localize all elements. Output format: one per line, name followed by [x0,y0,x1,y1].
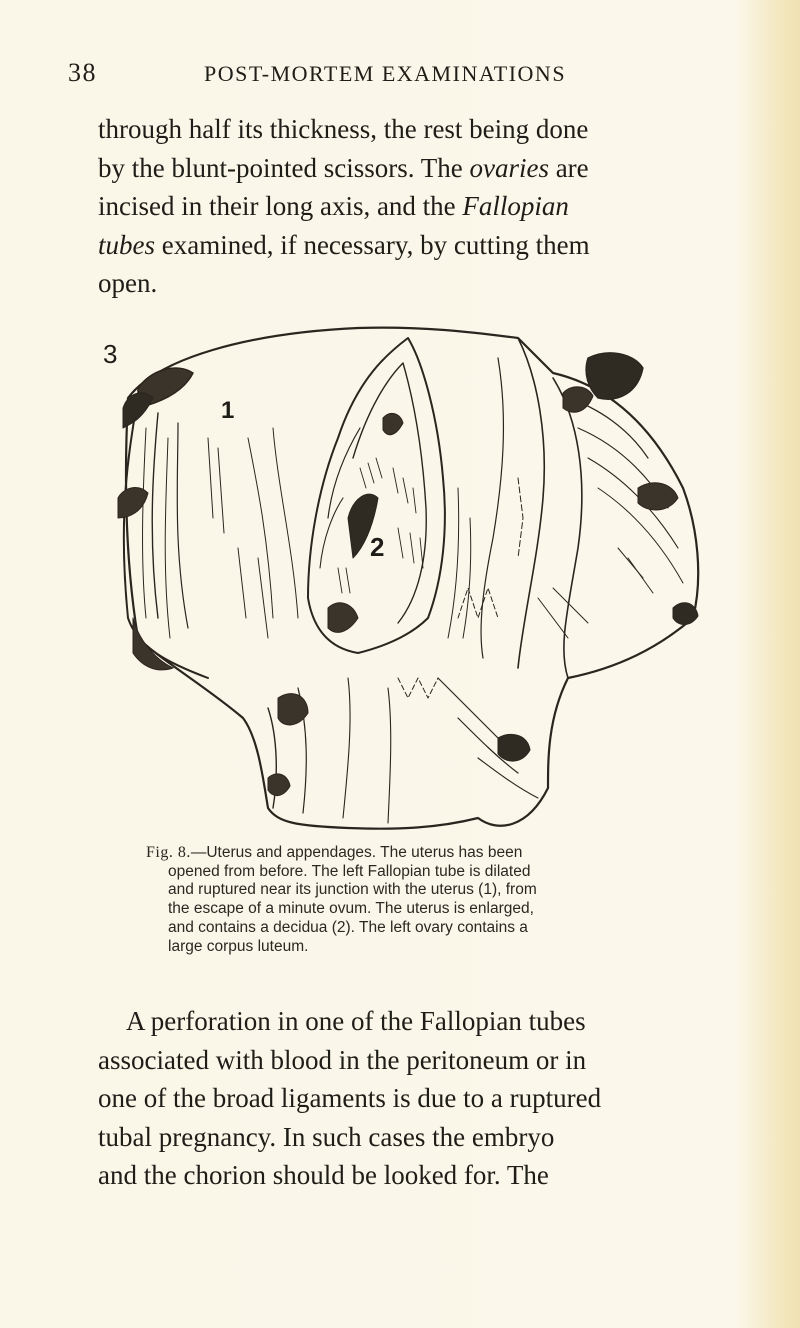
paragraph-bottom [98,1002,738,1195]
italic-term-ovaries: ovaries [469,152,549,183]
figure-label-1: 1 [221,397,235,424]
caption-line: large corpus luteum. [168,937,309,955]
caption-line: opened from before. The left Fallopian tube is dilated [168,862,531,880]
caption-line: —Uterus and appendages. The uterus has been [190,844,523,861]
running-head [68,58,668,88]
uterus-engraving [98,318,728,838]
figure-caption [146,844,726,956]
page-number: 38 [68,58,97,87]
paragraph-top [98,110,738,303]
caption-line: the escape of a minute ovum. The uterus is enlarged, [168,900,534,918]
italic-term-tubes: tubes [98,229,155,260]
italic-term-fallopian: Fallopian [462,191,569,221]
caption-line: and contains a decidua (2). The left ovary contains a [168,918,528,936]
text-line: A perforation in one of the Fallopian tubes [126,1006,586,1036]
text-line: by the blunt-pointed scissors. The [98,152,463,183]
text-line: examined, if necessary, by cutting them [161,229,590,260]
text-line: through half its thickness, the rest being done [98,114,589,144]
text-line: are [555,152,589,183]
text-line: one of the broad ligaments is due to a ruptured [98,1083,602,1113]
figure-label-3: 3 [103,339,118,369]
text-line: open. [98,268,158,298]
uterus-illustration [98,318,728,838]
text-line: and the chorion should be looked for. The [98,1160,549,1190]
text-line: associated with blood in the peritoneum or in [98,1044,587,1075]
figure-label-2: 2 [370,532,385,562]
text-line: tubal pregnancy. In such cases the embryo [98,1121,555,1152]
caption-line: and ruptured near its junction with the uterus (1), from [168,881,537,899]
running-title: POST-MORTEM EXAMINATIONS [204,61,567,86]
text-line: incised in their long axis, and the [98,191,456,221]
figure-number: Fig. 8. [146,844,191,861]
